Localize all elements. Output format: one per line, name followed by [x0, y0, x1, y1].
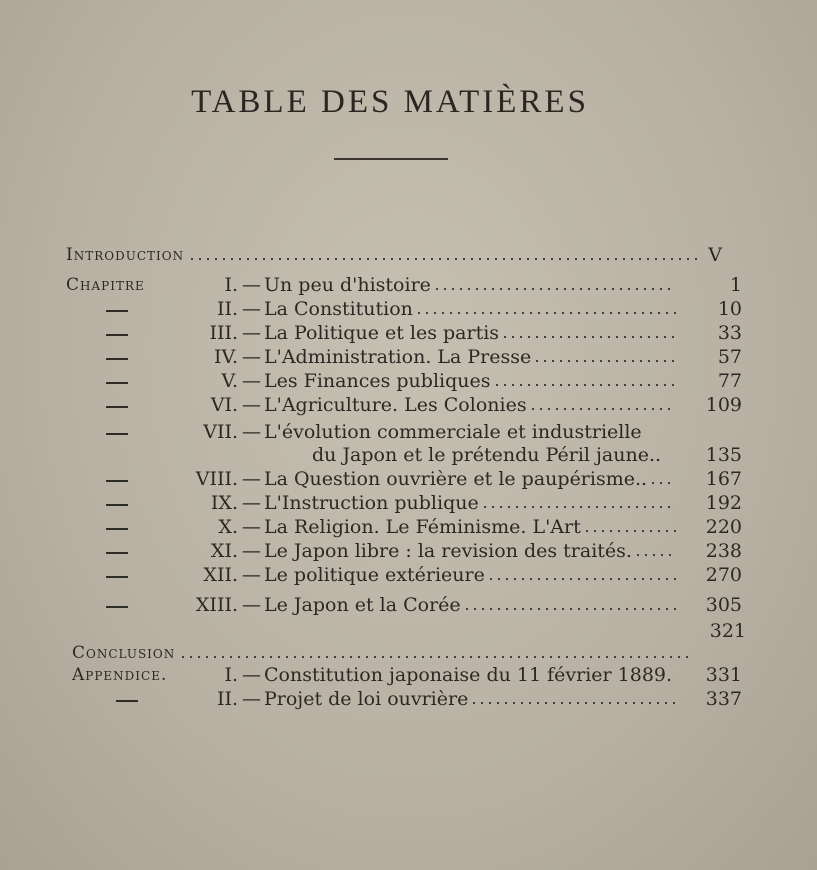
em-dash: —: [242, 394, 261, 416]
em-dash: —: [242, 421, 261, 443]
dot-leader: [649, 482, 676, 484]
toc-row: [0, 296, 817, 322]
em-dash: —: [242, 516, 261, 538]
ditto-dash: [106, 406, 128, 408]
toc-label: Appendice.: [72, 665, 168, 685]
chapter-title: Projet de loi ouvrière: [264, 688, 469, 710]
em-dash: —: [242, 322, 261, 344]
em-dash: —: [242, 274, 261, 296]
dot-leader: [583, 530, 676, 532]
chapter-title: Le Japon libre : la revision des traités.: [264, 540, 632, 562]
page-number: V: [708, 244, 722, 266]
chapter-numeral: XII.: [203, 564, 238, 586]
toc-label: Chapitre: [66, 275, 145, 295]
page-number: 192: [705, 492, 742, 514]
chapter-numeral: I.: [224, 664, 238, 686]
toc-row: [0, 242, 817, 268]
page-number: 1: [729, 274, 742, 296]
page-number: 135: [705, 444, 742, 466]
em-dash: —: [242, 564, 261, 586]
dot-leader: [487, 578, 676, 580]
page-number: 331: [705, 664, 742, 686]
page-number: 33: [717, 322, 742, 344]
page-title: TABLE DES MATIÈRES: [191, 84, 589, 120]
em-dash: —: [242, 492, 261, 514]
chapter-title: La Question ouvrière et le paupérisme..: [264, 468, 648, 490]
chapter-numeral: II.: [216, 688, 238, 710]
page-number: 321: [709, 620, 746, 642]
chapter-numeral: IV.: [214, 346, 238, 368]
toc-row: [0, 392, 817, 418]
toc-row: [0, 592, 817, 618]
page-number: 220: [705, 516, 742, 538]
dot-leader: [179, 656, 690, 658]
toc-label: Introduction: [66, 245, 185, 265]
toc-label: Conclusion: [72, 643, 176, 663]
page-number: 109: [705, 394, 742, 416]
chapter-title: Constitution japonaise du 11 février 1889.: [264, 664, 673, 686]
chapter-title: L'évolution commerciale et industrielle: [264, 421, 642, 443]
ditto-dash: [106, 433, 128, 435]
em-dash: —: [242, 594, 261, 616]
ditto-dash: [106, 528, 128, 530]
chapter-title: L'Administration. La Presse: [264, 346, 532, 368]
chapter-title-continuation: du Japon et le prétendu Péril jaune..: [312, 444, 662, 466]
chapter-title: La Religion. Le Féminisme. L'Art: [264, 516, 581, 538]
em-dash: —: [242, 298, 261, 320]
chapter-title: L'Instruction publique: [264, 492, 479, 514]
chapter-title: Le Japon et la Corée: [264, 594, 461, 616]
em-dash: —: [242, 346, 261, 368]
page-number: 270: [705, 564, 742, 586]
toc-row: [0, 514, 817, 540]
chapter-numeral: XIII.: [195, 594, 238, 616]
dot-leader: [529, 408, 676, 410]
chapter-title: L'Agriculture. Les Colonies: [264, 394, 527, 416]
toc-row-continuation: [0, 442, 817, 468]
em-dash: —: [242, 370, 261, 392]
dot-leader: [493, 384, 677, 386]
chapter-title: Un peu d'histoire: [264, 274, 431, 296]
toc-row: [0, 538, 817, 564]
chapter-numeral: VIII.: [195, 468, 238, 490]
page-number: 305: [705, 594, 742, 616]
toc-row: [0, 344, 817, 370]
chapter-title: Les Finances publiques: [264, 370, 491, 392]
dot-leader: [433, 288, 676, 290]
chapter-title: La Politique et les partis: [264, 322, 500, 344]
ditto-dash: [106, 552, 128, 554]
em-dash: —: [242, 468, 261, 490]
dot-leader: [501, 336, 676, 338]
page-number: 57: [717, 346, 742, 368]
dot-leader: [463, 608, 676, 610]
toc-row: [0, 662, 817, 688]
dot-leader: [470, 702, 676, 704]
toc-row: [0, 272, 817, 298]
ditto-dash: [106, 382, 128, 384]
ditto-dash: [106, 504, 128, 506]
toc-row: [0, 490, 817, 516]
page-number: 77: [717, 370, 742, 392]
chapter-numeral: VI.: [210, 394, 238, 416]
dot-leader: [188, 258, 700, 260]
dot-leader: [634, 554, 676, 556]
toc-row: [0, 562, 817, 588]
dot-leader: [481, 506, 676, 508]
page-number: 167: [705, 468, 742, 490]
page-number: 337: [705, 688, 742, 710]
toc-row: [0, 466, 817, 492]
ditto-dash: [106, 480, 128, 482]
chapter-numeral: X.: [218, 516, 238, 538]
chapter-title: La Constitution: [264, 298, 413, 320]
dot-leader: [415, 312, 676, 314]
em-dash: —: [242, 540, 261, 562]
ditto-dash: [106, 576, 128, 578]
ditto-dash: [116, 700, 138, 702]
toc-row: [0, 368, 817, 394]
dot-leader: [533, 360, 676, 362]
em-dash: —: [242, 688, 261, 710]
toc-row: [0, 686, 817, 712]
chapter-numeral: II.: [216, 298, 238, 320]
em-dash: —: [242, 664, 261, 686]
toc-row: [0, 320, 817, 346]
chapter-numeral: XI.: [210, 540, 238, 562]
page-number: 10: [717, 298, 742, 320]
chapter-numeral: III.: [209, 322, 238, 344]
ditto-dash: [106, 334, 128, 336]
chapter-numeral: I.: [224, 274, 238, 296]
ditto-dash: [106, 606, 128, 608]
chapter-title: Le politique extérieure: [264, 564, 485, 586]
chapter-numeral: V.: [221, 370, 238, 392]
ditto-dash: [106, 310, 128, 312]
ditto-dash: [106, 358, 128, 360]
chapter-numeral: VII.: [203, 421, 238, 443]
page-number: 238: [705, 540, 742, 562]
chapter-numeral: IX.: [210, 492, 238, 514]
